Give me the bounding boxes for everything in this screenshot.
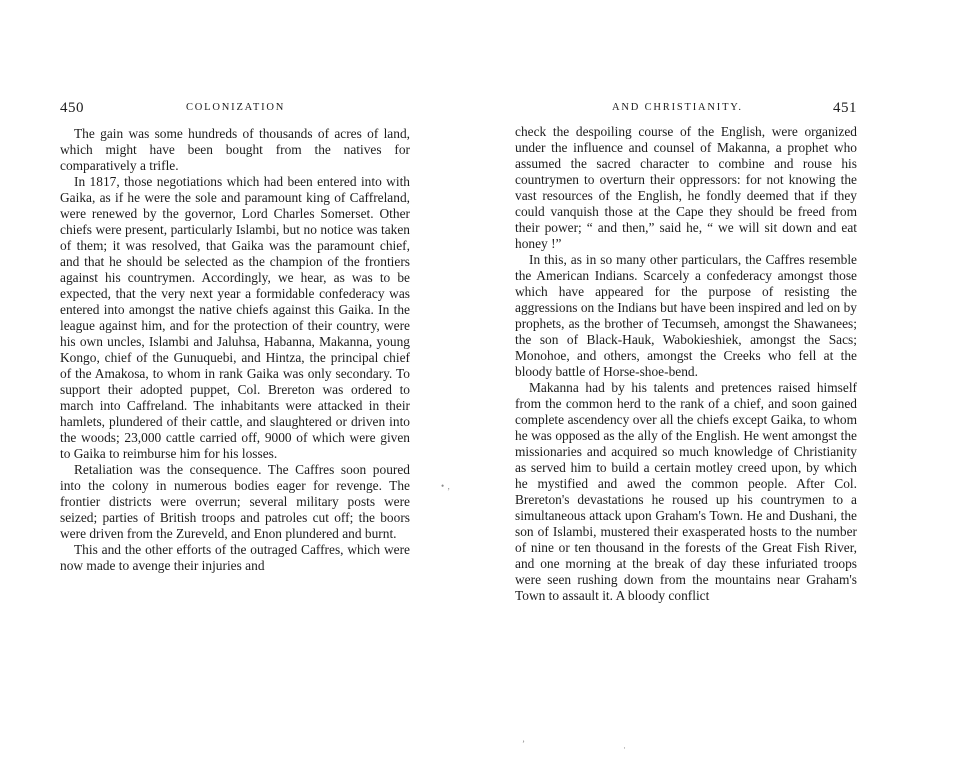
left-paragraph-4: This and the other efforts of the outraged Caffres, which were now made to avenge their injuries and	[60, 542, 410, 573]
page-speck-2: ·	[623, 743, 626, 753]
right-page-number: 451	[833, 100, 857, 116]
page-speck-1: ’	[522, 739, 525, 749]
left-running-title: COLONIZATION	[186, 102, 286, 113]
left-page-body	[60, 126, 410, 574]
left-paragraph-1: The gain was some hundreds of thousands of acres of land, which might have been bought from the natives for comparatively a trifle.	[60, 126, 410, 173]
gutter-speck: • ‚	[441, 481, 451, 491]
left-paragraph-2: In 1817, those negotiations which had been entered into with Gaika, as if he were the sole and paramount king of Caffreland, were renewed by the governor, Lord Charles Somerset. Other chiefs were present, particularly Islambi, but no notice was taken of them; it was resolved, that Gaika was the paramount chief, and that he should be selected as the champion of the frontiers against his countrymen. Accordingly, we hear, as was to be expected, that the very next year a formidable confederacy was entered into amongst the native chiefs against this Gaika. In the league against him, and for the protection of their country, were his own uncles, Islambi and Jaluhsa, Habanna, Makanna, young Kongo, chief of the Gunuquebi, and Hintza, the principal chief of the Amakosa, to whom in rank Gaika was only secondary. To support their adopted puppet, Col. Brereton was ordered to march into Caffreland. The inhabitants were attacked in their hamlets, plundered of their cattle, and slaughtered or driven into the woods; 23,000 cattle carried off, 9000 of which were given to Gaika to reimburse him for his losses.	[60, 174, 410, 461]
right-paragraph-1: check the despoiling course of the English, were organized under the influence and counsel of Makanna, a prophet who assumed the sacred character to combine and rouse his countrymen to overturn their oppressors: for not knowing the vast resources of the English, he fondly deemed that if they could vanquish those at the Cape they should be freed from their power; “ and then,” said he, “ we will sit down and eat honey !”	[515, 124, 857, 251]
right-page	[490, 0, 980, 776]
left-page-number: 450	[60, 100, 84, 116]
right-running-title: AND CHRISTIANITY.	[612, 102, 743, 113]
right-paragraph-2: In this, as in so many other particulars, the Caffres resemble the American Indians. Scarcely a confederacy amongst those which have appeared for the purpose of resisting the aggressions on the Indians but have been inspired and led on by prophets, as the brother of Tecumseh, amongst the Shawanees; the son of Black-Hauk, Wabokieshiek, amongst the Sacs; Monohoe, and others, amongst the Creeks who fell at the bloody battle of Horse-shoe-bend.	[515, 252, 857, 379]
right-page-body	[515, 124, 857, 604]
right-paragraph-3: Makanna had by his talents and pretences raised himself from the common herd to the rank of a chief, and soon gained complete ascendency over all the chiefs except Gaika, to whom he was opposed as the ally of the English. He went amongst the missionaries and acquired so much knowledge of Christianity as served him to build a certain motley creed upon, by which he mystified and awed the common people. After Col. Brereton's devastations he roused up his countrymen to a simultaneous attack upon Graham's Town. He and Dushani, the son of Islambi, mustered their exasperated hosts to the number of nine or ten thousand in the forests of the Great Fish River, and one morning at the break of day these infuriated troops were seen rushing down from the mountains near Graham's Town to assault it. A bloody conflict	[515, 380, 857, 603]
left-paragraph-3: Retaliation was the consequence. The Caffres soon poured into the colony in numerous bodies eager for revenge. The frontier districts were overrun; several military posts were seized; parties of British troops and patroles cut off; the boors were driven from the Zureveld, and Enon plundered and burnt.	[60, 462, 410, 541]
